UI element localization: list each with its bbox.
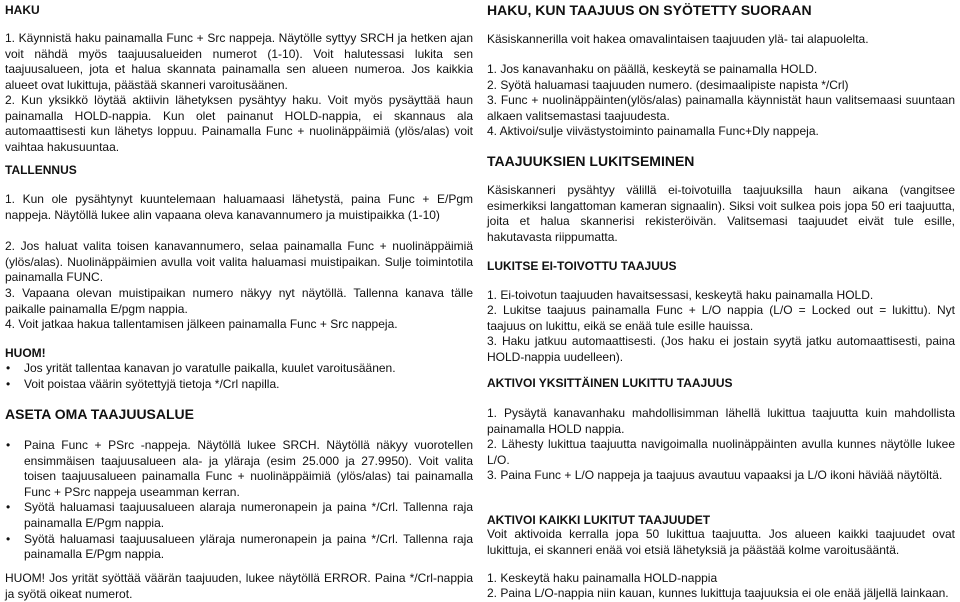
huom-label: HUOM! [5, 346, 46, 360]
aseta-bullet-3: • Syötä haluamasi taajuusalueen yläraja numeronapein ja paina */Crl. Tallenna raja painamalla E/Pgm nappia. [5, 532, 473, 563]
suoraan-step-1: 1. Jos kanavanhaku on päällä, keskeytä se painamalla HOLD. [487, 62, 818, 76]
tallennus-heading: TALLENNUS [5, 163, 77, 177]
suoraan-heading: HAKU, KUN TAAJUUS ON SYÖTETTY SUORAAN [487, 2, 812, 18]
lukitseminen-heading: TAAJUUKSIEN LUKITSEMINEN [487, 153, 695, 169]
huom-bullet-2: • Voit poistaa väärin syötettyjä tietoja */Crl napilla. [5, 377, 473, 393]
aseta-bullet-1: • Paina Func + PSrc -nappeja. Näytöllä lukee SRCH. Näytöllä näkyy vuorotellen ensimmäisen taajuusalueen ala- ja yläraja (esim 25.000 ja 27.9950). Voit valita toisen taajuusalueen painamalla Func + nuolinäppäimiä (ylös/alas) tai painamalla Func + PSrc nappeja useamman kerran. [5, 438, 473, 500]
ei-toivottu-heading: LUKITSE EI-TOIVOTTU TAAJUUS [487, 259, 677, 273]
suoraan-step-4: 4. Aktivoi/sulje viivästystoiminto painamalla Func+Dly nappeja. [487, 124, 819, 138]
ei-toivottu-step-1: 1. Ei-toivotun taajuuden havaitsessasi, keskeytä haku painamalla HOLD. [487, 288, 874, 302]
tallennus-step-2: 2. Jos haluat valita toisen kanavannumero, selaa painamalla Func + nuolinäppäimiä (ylös/alas). Nuolinäppäimien avulla voit valita haluamasi muistipaikan. Sulje toimintotila painamalla FUNC. [5, 239, 473, 285]
haku-step-2: 2. Kun yksikkö löytää aktiivin lähetyksen pysähtyy haku. Voit myös pysäyttää haun painamalla HOLD-nappia. Kun olet painanut HOLD-nappia, ei skannaus ala automaattisesti kun lähetys loppuu. Painamalla Func + nuolinäppäimiä (ylös/alas) voit vaihtaa hakusuuntaa. [5, 93, 473, 154]
suoraan-step-3: 3. Func + nuolinäppäinten(ylös/alas) painamalla käynnistät haun valitsemaasi suuntaan alkaen valitsemastasi taajuudesta. [487, 93, 955, 123]
ei-toivottu-step-3: 3. Haku jatkuu automaattisesti. (Jos haku ei jostain syytä jatku automaattisesti, paina HOLD-nappia uudelleen). [487, 334, 955, 364]
aseta-heading: ASETA OMA TAAJUUSALUE [5, 406, 194, 422]
huom-bullet-list [5, 361, 473, 392]
kaikki-text: Voit aktivoida kerralla jopa 50 lukittua taajuutta. Jos alueen kaikki taajuudet ovat lukittuja, ei skanneri enää voi etsiä lähetyksiä ja päästää kolme varoitusääntä. [487, 527, 955, 557]
suoraan-intro: Käsiskannerilla voit hakea omavalintaisen taajuuden ylä- tai alapuolelta. [487, 32, 869, 46]
tallennus-step-4: 4. Voit jatkaa hakua tallentamisen jälkeen painamalla Func + Src nappeja. [5, 317, 398, 331]
suoraan-step-2: 2. Syötä haluamasi taajuuden numero. (desimaalipiste napista */Crl) [487, 78, 849, 92]
yksittainen-step-1: 1. Pysäytä kanavanhaku mahdollisimman lähellä lukittua taajuutta kuin mahdollista painamalla HOLD nappia. [487, 406, 955, 436]
aseta-bullet-2: • Syötä haluamasi taajuusalueen alaraja numeronapein ja paina */Crl. Tallenna raja painamalla E/Pgm nappia. [5, 500, 473, 531]
huom-bullet-1: • Jos yrität tallentaa kanavan jo varatulle paikalla, kuulet varoitusäänen. [5, 361, 473, 377]
haku-heading: HAKU [5, 3, 40, 17]
kaikki-step-2: 2. Paina L/O-nappia niin kauan, kunnes lukittuja taajuuksia ei ole enää jäljellä lainkaan. [487, 586, 949, 600]
ei-toivottu-step-2: 2. Lukitse taajuus painamalla Func + L/O nappia (L/O = Locked out = lukittu). Nyt taajuus on lukittu, eikä se enää tule esille hauissa. [487, 303, 955, 333]
yksittainen-heading: AKTIVOI YKSITTÄINEN LUKITTU TAAJUUS [487, 376, 733, 390]
lukitseminen-text: Käsiskanneri pysähtyy välillä ei-toivotuilla taajuuksilla haun aikana (vangitsee esimerkiksi langattoman kameran signaalin). Siksi voit sulkea pois jopa 50 eri taajuutta, joita et halua skannerisi rekisteröivän. Valitsemasi taajuudet eivät tule esille, hakutavasta riippumatta. [487, 183, 955, 244]
haku-step-1: 1. Käynnistä haku painamalla Func + Src nappeja. Näytölle syttyy SRCH ja hetken ajan voit nähdä myös taajuusalueiden numerot (1-10). Voit halutessasi lukita sen taajuusalueen, jota et halua skannata painamalla sen alueen numeroa. Jos kaikkia alueet ovat lukittuja, päästää skanneri varoitusäänen. [5, 31, 473, 92]
yksittainen-step-3: 3. Paina Func + L/O nappeja ja taajuus avautuu vapaaksi ja L/O ikoni häviää näytöltä. [487, 468, 943, 482]
tallennus-step-3: 3. Vapaana olevan muistipaikan numero näkyy nyt näytöllä. Tallenna kanava tälle paikalle painamalla E/pgm nappia. [5, 286, 473, 316]
aseta-huom: HUOM! Jos yrität syöttää väärän taajuuden, lukee näytöllä ERROR. Paina */Crl-nappia ja syötä oikeat numerot. [5, 571, 473, 601]
kaikki-heading: AKTIVOI KAIKKI LUKITUT TAAJUUDET [487, 513, 711, 527]
kaikki-step-1: 1. Keskeytä haku painamalla HOLD-nappia [487, 571, 718, 585]
yksittainen-step-2: 2. Lähesty lukittua taajuutta navigoimalla nuolinäppäinten avulla kunnes näytölle lukee L/O. [487, 437, 955, 467]
aseta-bullet-list [5, 438, 473, 563]
tallennus-step-1: 1. Kun ole pysähtynyt kuuntelemaan haluamaasi lähetystä, paina Func + E/Pgm nappeja. Näytöllä lukee alin vapaana oleva kanavannumero ja muistipaikka (1-10) [5, 192, 473, 222]
